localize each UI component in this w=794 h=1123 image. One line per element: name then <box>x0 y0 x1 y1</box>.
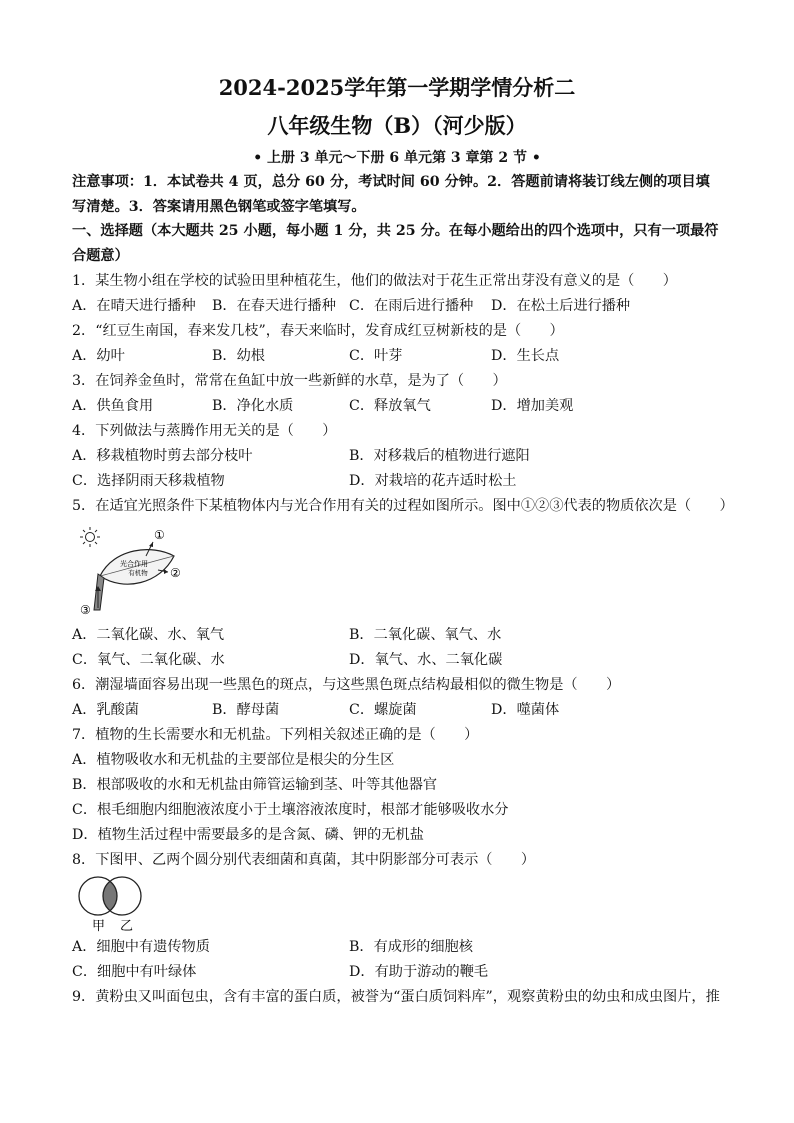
svg-text:有机物: 有机物 <box>128 569 148 577</box>
option: C．在雨后进行播种 <box>349 298 474 314</box>
option: C．氧气、二氧化碳、水 <box>72 652 225 668</box>
question-stem: 2．“红豆生南国，春来发几枝”，春天来临时，发育成红豆树新枝的是（ ） <box>72 323 564 339</box>
exam-scope: • 上册 3 单元～下册 6 单元第 3 章第 2 节 • <box>253 150 541 166</box>
diagram-center-text: 光合作用 <box>120 560 148 568</box>
stem-shape <box>94 574 104 610</box>
option: D．有助于游动的鞭毛 <box>349 964 489 980</box>
option: D．生长点 <box>491 348 560 364</box>
option: C．根毛细胞内细胞液浓度小于土壤溶液浓度时，根部才能够吸收水分 <box>72 802 509 818</box>
option: D．噬菌体 <box>491 702 560 718</box>
option: C．选择阴雨天移栽植物 <box>72 473 225 489</box>
option: B．对移栽后的植物进行遮阳 <box>349 448 530 464</box>
diagram-label-2: ② <box>170 566 181 580</box>
option: C．叶芽 <box>349 348 403 364</box>
question-stem: 9．黄粉虫又叫面包虫，含有丰富的蛋白质，被誉为“蛋白质饲料库”，观察黄粉虫的幼虫和成虫图片，推 <box>72 989 720 1005</box>
option: B．在春天进行播种 <box>212 298 336 314</box>
diagram-label-3: ③ <box>80 603 91 617</box>
option: A．幼叶 <box>72 348 125 364</box>
option: A．移栽植物时剪去部分枝叶 <box>72 448 253 464</box>
venn-label-jia: 甲 <box>92 919 106 934</box>
exam-subtitle: 八年级生物（B）（河少版） <box>267 113 527 138</box>
question-stem: 3．在饲养金鱼时，常常在鱼缸中放一些新鲜的水草，是为了（ ） <box>72 373 507 389</box>
question-stem: 8．下图甲、乙两个圆分别代表细菌和真菌，其中阴影部分可表示（ ） <box>72 852 536 868</box>
option: D．对栽培的花卉适时松土 <box>349 473 517 489</box>
option: C．螺旋菌 <box>349 702 417 718</box>
option: D．增加美观 <box>491 398 574 414</box>
photosynthesis-diagram <box>74 526 184 618</box>
option: A．乳酸菌 <box>72 702 139 718</box>
venn-label-yi: 乙 <box>120 919 134 934</box>
option: A．供鱼食用 <box>72 398 154 414</box>
option: D．植物生活过程中需要最多的是含氮、磷、钾的无机盐 <box>72 827 424 843</box>
option: D．在松土后进行播种 <box>491 298 631 314</box>
option: D．氧气、水、二氧化碳 <box>349 652 503 668</box>
option: A．二氧化碳、水、氧气 <box>72 627 225 643</box>
venn-diagram <box>74 874 154 934</box>
option: A．在晴天进行播种 <box>72 298 196 314</box>
section-heading: 一、选择题（本大题共 25 小题，每小题 1 分，共 25 分。在每小题给出的四个选项中，只有一项最符合题意） <box>72 223 719 264</box>
notice-text: 注意事项：1．本试卷共 4 页，总分 60 分，考试时间 60 分钟。2．答题前请将装订线左侧的项目填写清楚。3．答案请用黑色钢笔或签字笔填写。 <box>72 174 710 215</box>
option: B．有成形的细胞核 <box>349 939 473 955</box>
question-stem: 4．下列做法与蒸腾作用无关的是（ ） <box>72 423 337 439</box>
question-stem: 5．在适宜光照条件下某植物体内与光合作用有关的过程如图所示。图中①②③代表的物质依次是（ ） <box>72 498 734 514</box>
option: B．净化水质 <box>212 398 294 414</box>
option: B．幼根 <box>212 348 265 364</box>
option: C．释放氧气 <box>349 398 431 414</box>
option: B．二氧化碳、氧气、水 <box>349 627 502 643</box>
option: A．植物吸收水和无机盐的主要部位是根尖的分生区 <box>72 752 395 768</box>
option: A．细胞中有遗传物质 <box>72 939 210 955</box>
question-stem: 7．植物的生长需要水和无机盐。下列相关叙述正确的是（ ） <box>72 727 479 743</box>
option: C．细胞中有叶绿体 <box>72 964 197 980</box>
sun-icon <box>80 527 100 547</box>
option: B．酵母菌 <box>212 702 280 718</box>
question-stem: 6．潮湿墙面容易出现一些黑色的斑点，与这些黑色斑点结构最相似的微生物是（ ） <box>72 677 621 693</box>
diagram-label-1: ① <box>154 528 165 542</box>
question-stem: 1．某生物小组在学校的试验田里种植花生，他们的做法对于花生正常出芽没有意义的是（ ） <box>72 273 677 289</box>
exam-title: 2024-2025学年第一学期学情分析二 <box>218 75 576 100</box>
option: B．根部吸收的水和无机盐由筛管运输到茎、叶等其他器官 <box>72 777 438 793</box>
